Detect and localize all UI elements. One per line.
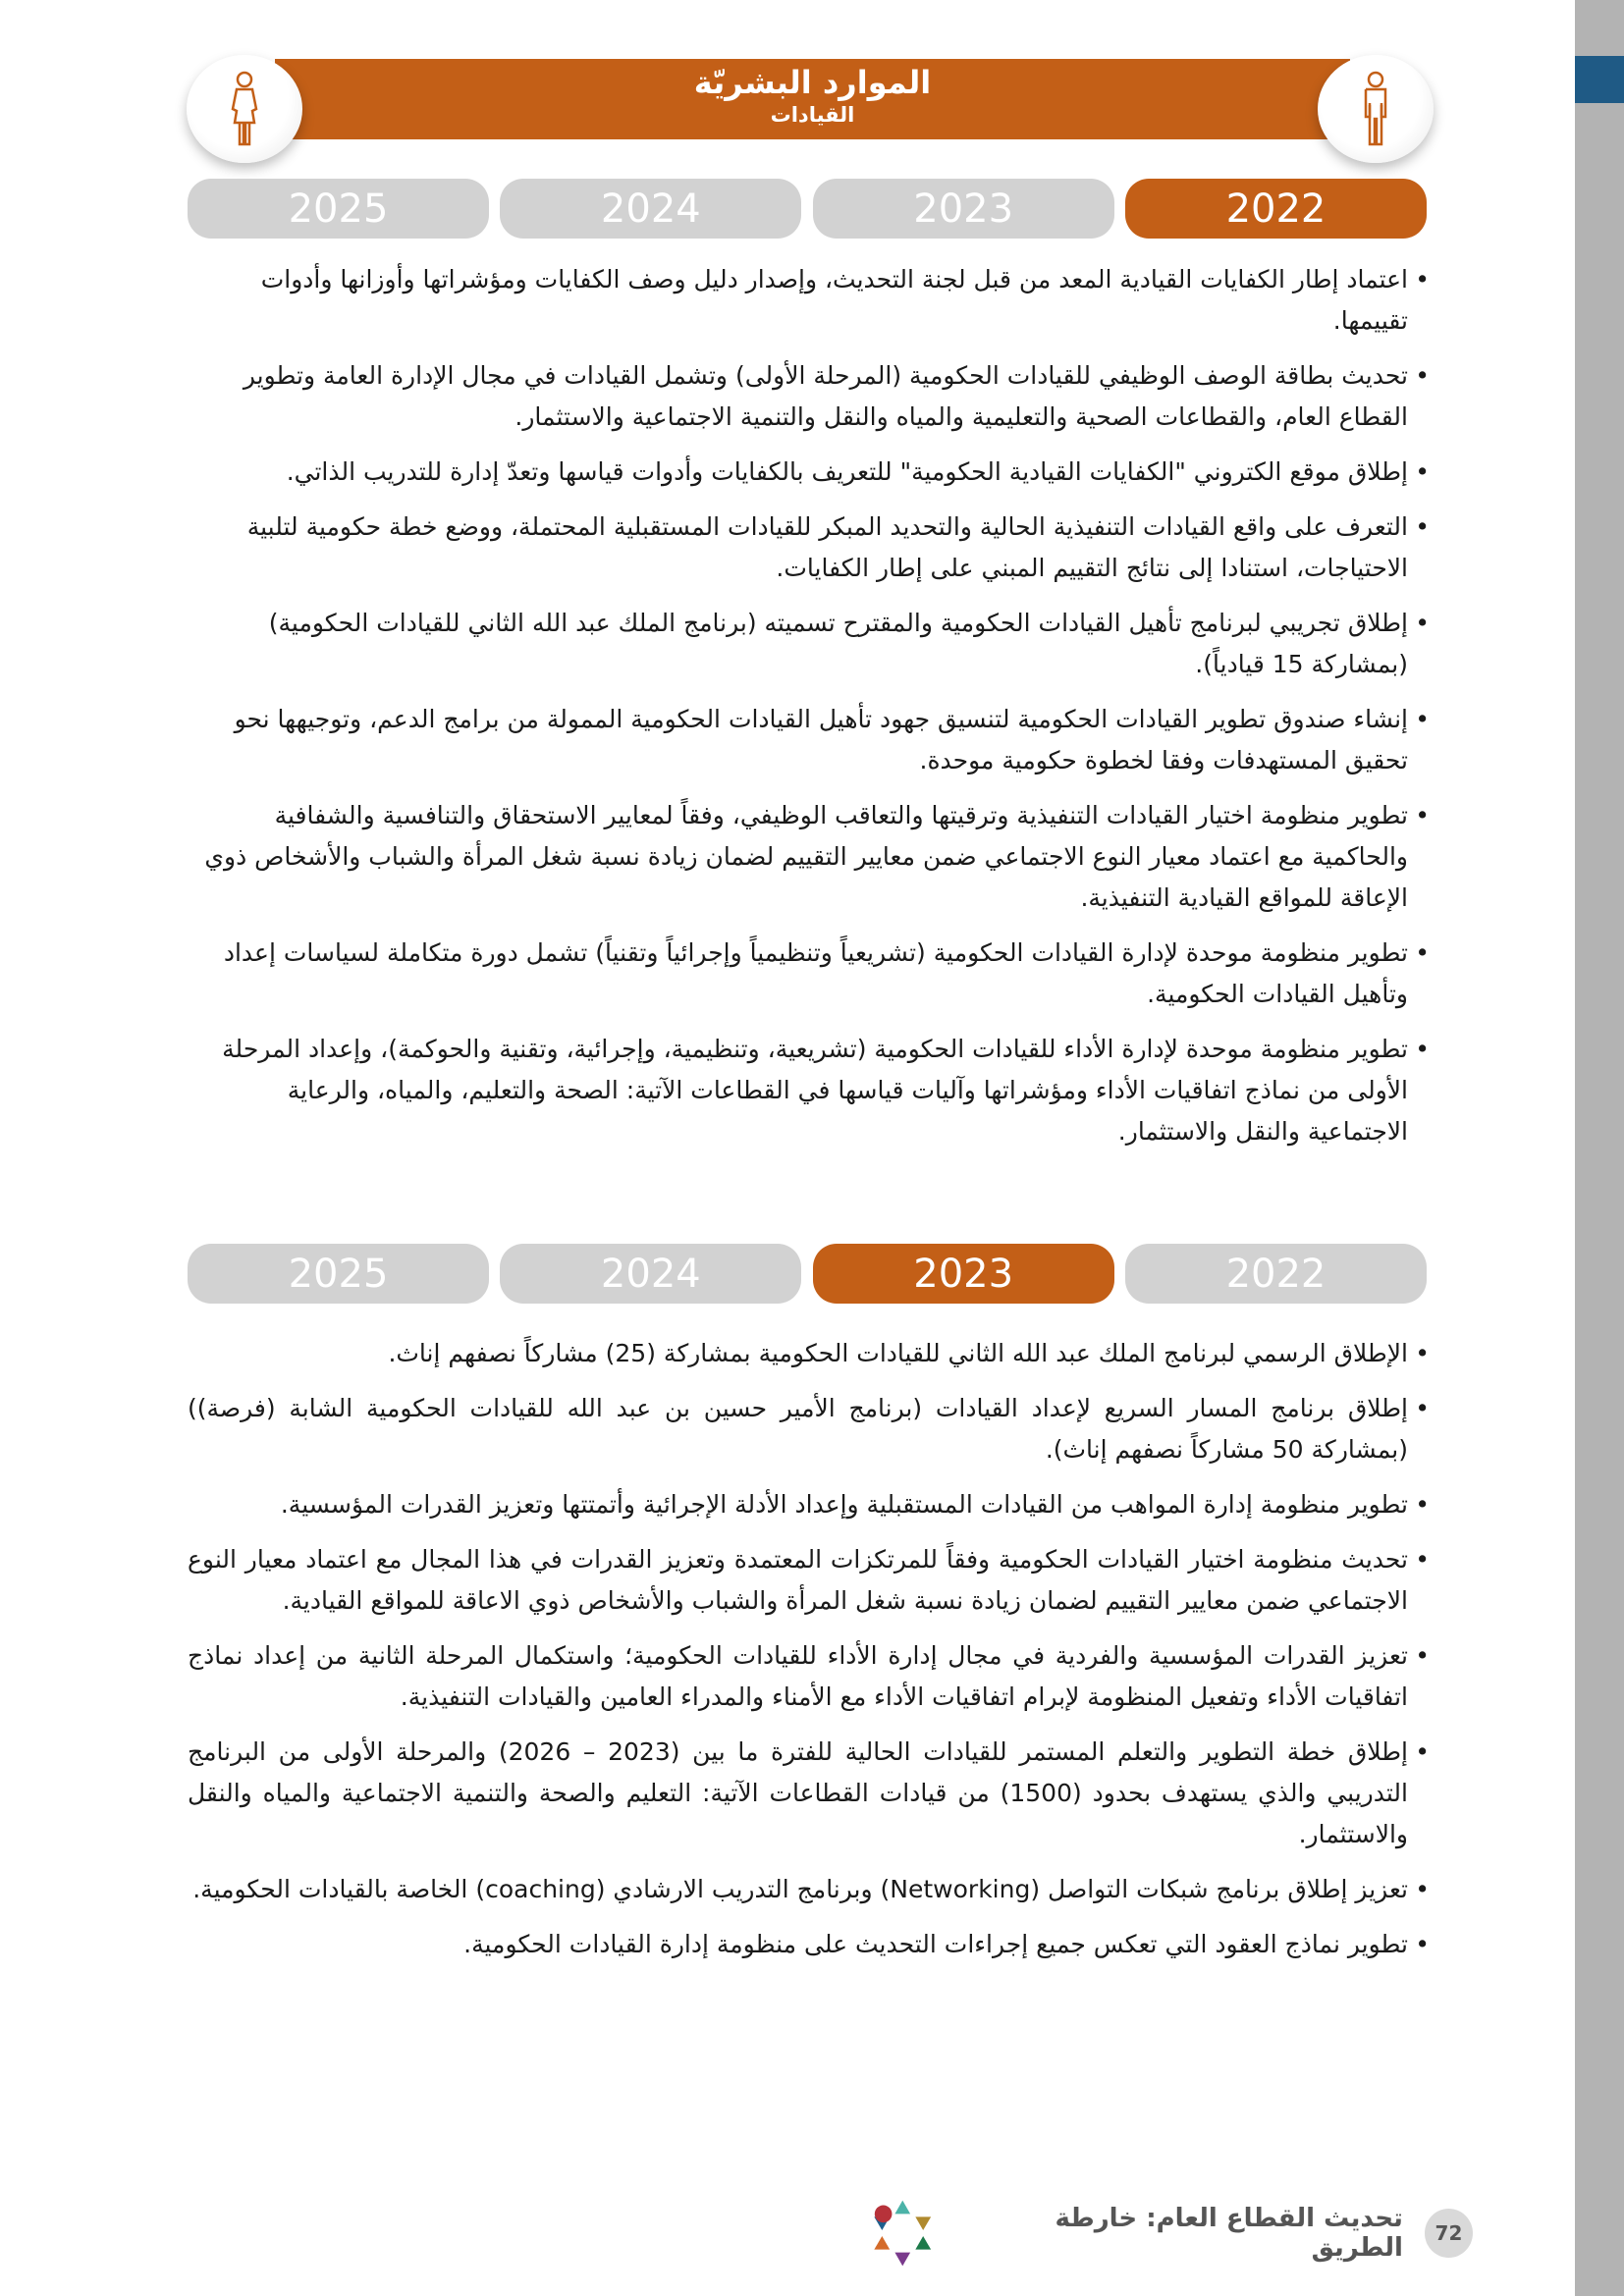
list-item-text: التعرف على واقع القيادات التنفيذية الحالية والتحديد المبكر للقيادات المستقبلية المحتملة، ووضع خطة حكومية لتلبية الاحتياجات، استنادا إلى نتائج التقييم المبني على إطار الكفايات. <box>246 512 1408 582</box>
list-item-text: تعزيز القدرات المؤسسية والفردية في مجال إدارة الأداء للقيادات الحكومية؛ واستكمال المرحلة الثانية من إعداد نماذج اتفاقيات الأداء وتفعيل المنظومة لإبرام اتفاقيات الأداء مع الأمناء والمدراء العامين والقيادات التنفيذية. <box>188 1641 1408 1711</box>
list-item-text: تطوير منظومة اختيار القيادات التنفيذية وترقيتها والتعاقب الوظيفي، وفقاً لمعايير الاستحقاق والتنافسية والشفافية والحاكمية مع اعتماد معيار النوع الاجتماعي ضمن معايير التقييم لضمان زيادة نسبة شغل المرأة والشباب والأشخاص ذوي الإعاقة للمواقع القيادية التنفيذية. <box>204 801 1408 912</box>
list-item <box>188 355 1430 438</box>
list-item-text: إطلاق خطة التطوير والتعلم المستمر للقيادات الحالية للفترة ما بين (2023 – 2026) والمرحلة الأولى من البرنامج التدريبي والذي يستهدف بحدود (1500) من قيادات القطاعات الآتية: التعليم والصحة والتنمية الاجتماعية والمياه والنقل والاستثمار. <box>188 1737 1408 1848</box>
bullet-icon: • <box>1415 512 1430 541</box>
bullet-icon: • <box>1415 1875 1430 1903</box>
footer <box>864 2199 1473 2268</box>
page-subtitle: القيادات <box>770 103 855 127</box>
bullet-icon: • <box>1415 801 1430 829</box>
list-item <box>188 1924 1430 1965</box>
list-2022 <box>188 259 1430 1166</box>
list-item <box>188 603 1430 685</box>
bullet-icon: • <box>1415 265 1430 294</box>
logo-icon <box>864 2194 942 2272</box>
year-tab-2022[interactable]: 2022 <box>1125 179 1427 239</box>
male-person-icon <box>1318 55 1434 163</box>
year-tabs-2022 <box>188 179 1427 239</box>
side-strip <box>1575 0 1624 2296</box>
year-tabs-2023 <box>188 1244 1427 1304</box>
list-item <box>188 933 1430 1015</box>
female-person-icon <box>187 55 302 163</box>
year-tab-2022[interactable]: 2022 <box>1125 1244 1427 1304</box>
list-item-text: تطوير منظومة موحدة لإدارة القيادات الحكومية (تشريعياً وتنظيمياً وإجرائياً وتقنياً) تشمل دورة متكاملة لسياسات إعداد وتأهيل القيادات الحكومية. <box>223 938 1408 1008</box>
list-item <box>188 1484 1430 1525</box>
page-number: 72 <box>1425 2209 1473 2258</box>
list-item <box>188 1635 1430 1718</box>
list-item <box>188 1869 1430 1910</box>
section-tab-marker <box>1575 56 1624 103</box>
list-item-text: إطلاق تجريبي لبرنامج تأهيل القيادات الحكومية والمقترح تسميته (برنامج الملك عبد الله الثاني للقيادات الحكومية) (بمشاركة 15 قيادياً). <box>268 609 1408 678</box>
list-item <box>188 1388 1430 1470</box>
list-item-text: إطلاق موقع الكتروني "الكفايات القيادية الحكومية" للتعريف بالكفايات وأدوات قياسها وتعدّ إدارة للتدريب الذاتي. <box>286 457 1408 486</box>
bullet-icon: • <box>1415 609 1430 637</box>
bullet-icon: • <box>1415 1737 1430 1766</box>
bullet-icon: • <box>1415 938 1430 967</box>
list-item-text: تطوير نماذج العقود التي تعكس جميع إجراءات التحديث على منظومة إدارة القيادات الحكومية. <box>463 1930 1408 1958</box>
list-item-text: تحديث منظومة اختيار القيادات الحكومية وفقاً للمرتكزات المعتمدة وتعزيز القدرات في هذا المجال مع اعتماد معيار النوع الاجتماعي ضمن معايير التقييم لضمان زيادة نسبة شغل المرأة والشباب والأشخاص ذوي الاعاقة للمواقع القيادية. <box>188 1545 1408 1615</box>
list-item-text: تحديث بطاقة الوصف الوظيفي للقيادات الحكومية (المرحلة الأولى) وتشمل القيادات في مجال الإدارة العامة وتطوير القطاع العام، والقطاعات الصحية والتعليمية والمياه والنقل والتنمية الاجتماعية والاستثمار. <box>243 361 1408 431</box>
bullet-icon: • <box>1415 1339 1430 1367</box>
list-item <box>188 259 1430 342</box>
list-item-text: الإطلاق الرسمي لبرنامج الملك عبد الله الثاني للقيادات الحكومية بمشاركة (25) مشاركاً نصفهم إناث. <box>388 1339 1408 1367</box>
list-item <box>188 1029 1430 1152</box>
footer-title: تحديث القطاع العام: خارطة الطريق <box>1055 2204 1403 2263</box>
bullet-icon: • <box>1415 1930 1430 1958</box>
year-tab-2024[interactable]: 2024 <box>500 179 801 239</box>
year-tab-2025[interactable]: 2025 <box>188 1244 489 1304</box>
list-item-text: إنشاء صندوق تطوير القيادات الحكومية لتنسيق جهود تأهيل القيادات الحكومية الممولة من برامج الدعم، وتوجيهها نحو تحقيق المستهدفات وفقا لخطوة حكومية موحدة. <box>234 705 1408 774</box>
list-item <box>188 1539 1430 1622</box>
list-item <box>188 699 1430 781</box>
bullet-icon: • <box>1415 1641 1430 1670</box>
list-item-text: تطوير منظومة موحدة لإدارة الأداء للقيادات الحكومية (تشريعية، وتنظيمية، وإجرائية، وتقنية والحوكمة)، وإعداد المرحلة الأولى من نماذج اتفاقيات الأداء ومؤشراتها وآليات قياسها في القطاعات الآتية: الصحة والتعليم، والمياه، والرعاية الاجتماعية والنقل والاستثمار. <box>222 1035 1408 1146</box>
list-item-text: تطوير منظومة إدارة المواهب من القيادات المستقبلية وإعداد الأدلة الإجرائية وأتمتتها وتعزيز القدرات المؤسسية. <box>280 1490 1408 1519</box>
year-tab-2023[interactable]: 2023 <box>813 1244 1114 1304</box>
list-item <box>188 1333 1430 1374</box>
list-item <box>188 507 1430 589</box>
list-item-text: اعتماد إطار الكفايات القيادية المعد من قبل لجنة التحديث، وإصدار دليل وصف الكفايات ومؤشراتها وأوزانها وأدوات تقييمها. <box>260 265 1408 335</box>
bullet-icon: • <box>1415 1394 1430 1422</box>
list-item <box>188 452 1430 493</box>
bullet-icon: • <box>1415 705 1430 733</box>
page-title: الموارد البشريّة <box>693 64 932 101</box>
list-item-text: تعزيز إطلاق برنامج شبكات التواصل (Networking) وبرنامج التدريب الارشادي (coaching) الخاصة بالقيادات الحكومية. <box>192 1875 1408 1903</box>
bullet-icon: • <box>1415 1035 1430 1063</box>
list-item <box>188 795 1430 919</box>
list-item-text: إطلاق برنامج المسار السريع لإعداد القيادات (برنامج الأمير حسين بن عبد الله للقيادات الحكومية الشابة (فرصة)) (بمشاركة 50 مشاركاً نصفهم إناث). <box>188 1394 1408 1464</box>
bullet-icon: • <box>1415 457 1430 486</box>
list-item <box>188 1732 1430 1855</box>
year-tab-2025[interactable]: 2025 <box>188 179 489 239</box>
year-tab-2023[interactable]: 2023 <box>813 179 1114 239</box>
header-banner <box>275 59 1350 139</box>
bullet-icon: • <box>1415 1490 1430 1519</box>
list-2023 <box>188 1333 1430 1979</box>
bullet-icon: • <box>1415 361 1430 390</box>
year-tab-2024[interactable]: 2024 <box>500 1244 801 1304</box>
bullet-icon: • <box>1415 1545 1430 1574</box>
